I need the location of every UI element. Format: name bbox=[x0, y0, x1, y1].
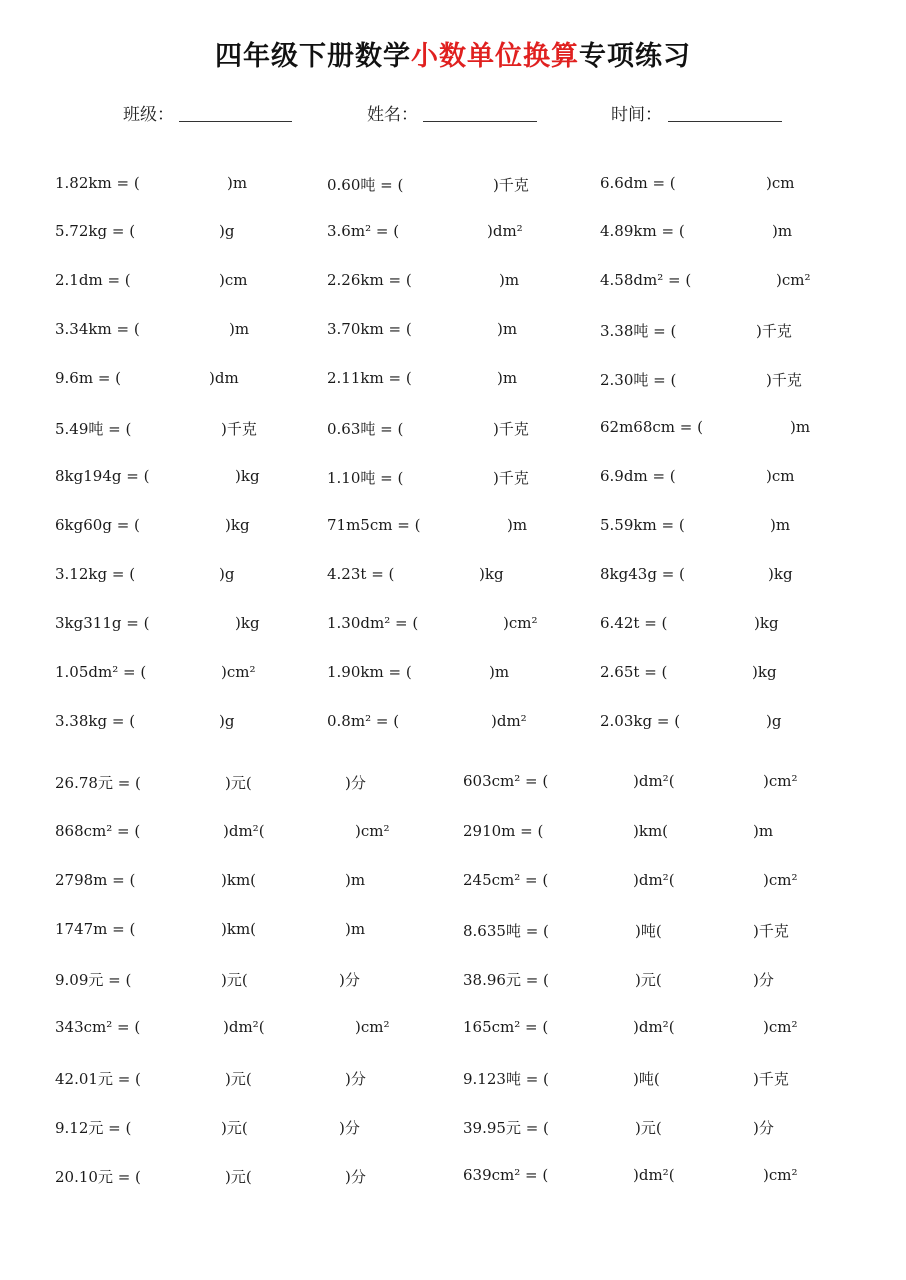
question-text: 639cm² = ( bbox=[463, 1166, 549, 1184]
question-text: 2910m = ( bbox=[463, 822, 544, 840]
exercise-item bbox=[55, 768, 445, 798]
question-text: 1.10吨 = ( bbox=[327, 469, 404, 487]
question-text: 2798m = ( bbox=[55, 871, 136, 889]
unit-text: )g bbox=[219, 712, 235, 730]
question-text: 4.89km = ( bbox=[600, 222, 685, 240]
time-input-line[interactable] bbox=[668, 121, 782, 122]
exercise-item bbox=[55, 610, 315, 640]
exercise-item bbox=[327, 561, 587, 591]
unit-text: )cm bbox=[766, 467, 795, 485]
exercise-item bbox=[600, 659, 860, 689]
unit-text: )dm² bbox=[491, 712, 527, 730]
exercise-row bbox=[0, 414, 906, 444]
exercise-item bbox=[55, 818, 445, 848]
unit-text-first: )吨( bbox=[633, 1070, 660, 1088]
exercise-item bbox=[327, 267, 587, 297]
question-text: 4.58dm² = ( bbox=[600, 271, 692, 289]
exercise-row bbox=[0, 1113, 906, 1143]
question-text: 1747m = ( bbox=[55, 920, 136, 938]
question-text: 3.38kg = ( bbox=[55, 712, 136, 730]
exercise-item bbox=[600, 170, 860, 200]
question-text: 42.01元 = ( bbox=[55, 1070, 141, 1088]
exercise-item bbox=[600, 708, 860, 738]
unit-text-first: )吨( bbox=[635, 922, 662, 940]
unit-text: )g bbox=[219, 222, 235, 240]
exercise-row bbox=[0, 561, 906, 591]
answer-blank[interactable] bbox=[417, 565, 487, 585]
question-text: 0.60吨 = ( bbox=[327, 176, 404, 194]
class-field bbox=[123, 98, 293, 128]
answer-blank[interactable] bbox=[145, 614, 215, 634]
exercise-row bbox=[0, 1162, 906, 1192]
exercise-row bbox=[0, 316, 906, 346]
exercise-row bbox=[0, 218, 906, 248]
exercise-item bbox=[55, 218, 315, 248]
question-text: 1.30dm² = ( bbox=[327, 614, 419, 632]
question-text: 38.96元 = ( bbox=[463, 971, 549, 989]
question-text: 5.49吨 = ( bbox=[55, 420, 132, 438]
unit-text-first: )元( bbox=[225, 1168, 252, 1186]
unit-text: )cm bbox=[219, 271, 248, 289]
unit-text: )千克 bbox=[493, 469, 529, 487]
unit-text: )cm² bbox=[221, 663, 256, 681]
question-text: 6kg60g = ( bbox=[55, 516, 140, 534]
question-text: 62m68cm = ( bbox=[600, 418, 703, 436]
unit-text-first: )dm²( bbox=[223, 822, 265, 840]
unit-text-first: )dm²( bbox=[633, 871, 675, 889]
unit-text-first: )km( bbox=[221, 920, 257, 938]
exercise-item bbox=[600, 561, 860, 591]
exercise-item bbox=[600, 414, 860, 444]
unit-text: )dm² bbox=[487, 222, 523, 240]
answer-blank[interactable] bbox=[145, 174, 215, 194]
exercise-item bbox=[600, 267, 860, 297]
exercise-item bbox=[463, 1064, 853, 1094]
exercise-row bbox=[0, 365, 906, 395]
unit-text: )kg bbox=[235, 614, 260, 632]
exercise-item bbox=[55, 867, 445, 897]
unit-text-second: )分 bbox=[345, 774, 366, 792]
answer-blank[interactable] bbox=[690, 663, 760, 683]
exercise-item bbox=[55, 659, 315, 689]
answer-blank[interactable] bbox=[417, 222, 487, 242]
unit-text-first: )dm²( bbox=[223, 1018, 265, 1036]
question-text: 3.38吨 = ( bbox=[600, 322, 677, 340]
exercise-item bbox=[600, 316, 860, 346]
unit-text-first: )元( bbox=[635, 1119, 662, 1137]
exercise-item bbox=[327, 463, 587, 493]
exercise-item bbox=[55, 1162, 445, 1192]
unit-text-second: )分 bbox=[345, 1070, 366, 1088]
question-text: 245cm² = ( bbox=[463, 871, 549, 889]
unit-text: )m bbox=[772, 222, 793, 240]
time-field bbox=[611, 98, 783, 128]
question-text: 2.65t = ( bbox=[600, 663, 668, 681]
answer-blank[interactable] bbox=[145, 418, 215, 438]
answer-blank[interactable] bbox=[145, 712, 215, 732]
answer-blank[interactable] bbox=[417, 174, 487, 194]
answer-blank[interactable] bbox=[690, 712, 760, 732]
unit-text: )kg bbox=[752, 663, 777, 681]
unit-text-first: )元( bbox=[635, 971, 662, 989]
unit-text-first: )元( bbox=[221, 971, 248, 989]
question-text: 0.63吨 = ( bbox=[327, 420, 404, 438]
question-text: 2.30吨 = ( bbox=[600, 371, 677, 389]
unit-text: )m bbox=[227, 174, 248, 192]
answer-blank[interactable] bbox=[690, 467, 760, 487]
exercise-item bbox=[327, 365, 587, 395]
unit-text: )kg bbox=[225, 516, 250, 534]
question-text: 3.6m² = ( bbox=[327, 222, 400, 240]
exercise-row bbox=[0, 768, 906, 798]
question-text: 1.82km = ( bbox=[55, 174, 140, 192]
question-text: 343cm² = ( bbox=[55, 1018, 141, 1036]
exercise-row bbox=[0, 1014, 906, 1044]
answer-blank[interactable] bbox=[690, 222, 760, 242]
answer-blank[interactable] bbox=[145, 271, 215, 291]
unit-text-first: )元( bbox=[225, 774, 252, 792]
answer-blank[interactable] bbox=[145, 222, 215, 242]
answer-blank[interactable] bbox=[417, 320, 487, 340]
unit-text: )g bbox=[766, 712, 782, 730]
exercise-item bbox=[55, 1014, 445, 1044]
question-text: 6.6dm = ( bbox=[600, 174, 676, 192]
exercise-item bbox=[55, 414, 315, 444]
exercise-item bbox=[55, 463, 315, 493]
exercise-row bbox=[0, 267, 906, 297]
unit-text: )dm bbox=[209, 369, 239, 387]
unit-text: )cm bbox=[766, 174, 795, 192]
question-text: 1.05dm² = ( bbox=[55, 663, 147, 681]
answer-blank[interactable] bbox=[417, 369, 487, 389]
exercise-item bbox=[463, 768, 853, 798]
exercise-item bbox=[327, 512, 587, 542]
exercise-item bbox=[463, 916, 853, 946]
exercise-item bbox=[327, 218, 587, 248]
unit-text-first: )元( bbox=[225, 1070, 252, 1088]
unit-text: )千克 bbox=[221, 420, 257, 438]
answer-blank[interactable] bbox=[690, 516, 760, 536]
unit-text-first: )km( bbox=[633, 822, 669, 840]
unit-text: )kg bbox=[235, 467, 260, 485]
question-text: 9.09元 = ( bbox=[55, 971, 132, 989]
class-input-line[interactable] bbox=[179, 121, 292, 122]
unit-text: )m bbox=[499, 271, 520, 289]
question-text: 9.123吨 = ( bbox=[463, 1070, 549, 1088]
unit-text-second: )分 bbox=[345, 1168, 366, 1186]
answer-blank[interactable] bbox=[145, 565, 215, 585]
unit-text: )千克 bbox=[766, 371, 802, 389]
answer-blank[interactable] bbox=[417, 516, 487, 536]
unit-text-second: )m bbox=[345, 920, 366, 938]
answer-blank[interactable] bbox=[417, 712, 487, 732]
question-text: 6.42t = ( bbox=[600, 614, 668, 632]
exercise-item bbox=[55, 965, 445, 995]
question-text: 3.12kg = ( bbox=[55, 565, 136, 583]
unit-text-second: )cm² bbox=[763, 1166, 798, 1184]
question-text: 39.95元 = ( bbox=[463, 1119, 549, 1137]
question-text: 3.70km = ( bbox=[327, 320, 412, 338]
unit-text-second: )分 bbox=[339, 971, 360, 989]
time-label: 时间： bbox=[611, 105, 662, 125]
exercise-item bbox=[327, 414, 587, 444]
exercise-row bbox=[0, 867, 906, 897]
exercise-row bbox=[0, 659, 906, 689]
answer-blank[interactable] bbox=[417, 467, 487, 487]
title-part-1: 四年级下册数学 bbox=[215, 41, 411, 72]
title-highlight: 小数单位换算 bbox=[411, 41, 579, 72]
unit-text: )kg bbox=[754, 614, 779, 632]
exercise-item bbox=[327, 170, 587, 200]
question-text: 0.8m² = ( bbox=[327, 712, 400, 730]
exercise-item bbox=[55, 1113, 445, 1143]
exercise-item bbox=[600, 218, 860, 248]
unit-text: )m bbox=[790, 418, 811, 436]
exercise-item bbox=[463, 1113, 853, 1143]
question-text: 3.34km = ( bbox=[55, 320, 140, 338]
answer-blank[interactable] bbox=[690, 614, 760, 634]
unit-text-second: )cm² bbox=[763, 871, 798, 889]
unit-text-second: )m bbox=[345, 871, 366, 889]
title-part-2: 专项练习 bbox=[579, 41, 691, 72]
exercise-item bbox=[327, 316, 587, 346]
unit-text-second: )千克 bbox=[753, 922, 789, 940]
unit-text-second: )cm² bbox=[763, 1018, 798, 1036]
exercise-item bbox=[600, 365, 860, 395]
exercise-item bbox=[55, 916, 445, 946]
exercise-item bbox=[463, 818, 853, 848]
question-text: 4.23t = ( bbox=[327, 565, 395, 583]
question-text: 2.1dm = ( bbox=[55, 271, 131, 289]
unit-text-second: )分 bbox=[753, 971, 774, 989]
answer-blank[interactable] bbox=[690, 369, 760, 389]
exercise-item bbox=[463, 965, 853, 995]
exercise-item bbox=[463, 867, 853, 897]
exercise-item bbox=[327, 708, 587, 738]
unit-text: )kg bbox=[479, 565, 504, 583]
answer-blank[interactable] bbox=[417, 663, 487, 683]
answer-blank[interactable] bbox=[690, 320, 760, 340]
question-text: 2.03kg = ( bbox=[600, 712, 681, 730]
question-text: 8kg43g = ( bbox=[600, 565, 685, 583]
question-text: 20.10元 = ( bbox=[55, 1168, 141, 1186]
exercise-row bbox=[0, 818, 906, 848]
exercise-row bbox=[0, 512, 906, 542]
name-field bbox=[367, 98, 539, 128]
unit-text: )m bbox=[497, 369, 518, 387]
question-text: 868cm² = ( bbox=[55, 822, 141, 840]
answer-blank[interactable] bbox=[417, 271, 487, 291]
unit-text: )m bbox=[489, 663, 510, 681]
unit-text: )千克 bbox=[493, 420, 529, 438]
answer-blank[interactable] bbox=[690, 565, 760, 585]
answer-blank[interactable] bbox=[145, 467, 215, 487]
exercise-item bbox=[600, 610, 860, 640]
question-text: 165cm² = ( bbox=[463, 1018, 549, 1036]
exercise-item bbox=[55, 316, 315, 346]
answer-blank[interactable] bbox=[145, 516, 215, 536]
question-text: 5.59km = ( bbox=[600, 516, 685, 534]
question-text: 2.26km = ( bbox=[327, 271, 412, 289]
exercise-row bbox=[0, 463, 906, 493]
answer-blank[interactable] bbox=[690, 418, 760, 438]
unit-text-first: )dm²( bbox=[633, 772, 675, 790]
unit-text: )千克 bbox=[493, 176, 529, 194]
unit-text-second: )分 bbox=[339, 1119, 360, 1137]
unit-text: )m bbox=[229, 320, 250, 338]
unit-text-first: )元( bbox=[221, 1119, 248, 1137]
name-label: 姓名： bbox=[367, 105, 418, 125]
unit-text-second: )m bbox=[753, 822, 774, 840]
answer-blank[interactable] bbox=[417, 418, 487, 438]
question-text: 2.11km = ( bbox=[327, 369, 412, 387]
unit-text-second: )分 bbox=[753, 1119, 774, 1137]
unit-text-second: )千克 bbox=[753, 1070, 789, 1088]
page-title bbox=[0, 34, 906, 73]
exercise-row bbox=[0, 708, 906, 738]
answer-blank[interactable] bbox=[690, 174, 760, 194]
unit-text: )m bbox=[507, 516, 528, 534]
exercise-item bbox=[55, 708, 315, 738]
unit-text: )m bbox=[497, 320, 518, 338]
answer-blank[interactable] bbox=[417, 614, 487, 634]
exercise-row bbox=[0, 610, 906, 640]
question-text: 3kg311g = ( bbox=[55, 614, 150, 632]
exercise-item bbox=[327, 610, 587, 640]
exercise-item bbox=[600, 512, 860, 542]
answer-blank[interactable] bbox=[690, 271, 760, 291]
unit-text: )g bbox=[219, 565, 235, 583]
exercise-item bbox=[55, 267, 315, 297]
unit-text-second: )cm² bbox=[355, 1018, 390, 1036]
exercise-item bbox=[55, 365, 315, 395]
exercise-item bbox=[55, 561, 315, 591]
question-text: 9.12元 = ( bbox=[55, 1119, 132, 1137]
unit-text: )cm² bbox=[503, 614, 538, 632]
question-text: 5.72kg = ( bbox=[55, 222, 136, 240]
exercise-row bbox=[0, 916, 906, 946]
question-text: 603cm² = ( bbox=[463, 772, 549, 790]
unit-text: )m bbox=[770, 516, 791, 534]
exercise-row bbox=[0, 1064, 906, 1094]
name-input-line[interactable] bbox=[423, 121, 537, 122]
unit-text-first: )dm²( bbox=[633, 1166, 675, 1184]
question-text: 9.6m = ( bbox=[55, 369, 122, 387]
answer-blank[interactable] bbox=[145, 320, 215, 340]
unit-text: )kg bbox=[768, 565, 793, 583]
exercise-item bbox=[600, 463, 860, 493]
unit-text: )cm² bbox=[776, 271, 811, 289]
question-text: 26.78元 = ( bbox=[55, 774, 141, 792]
answer-blank[interactable] bbox=[145, 369, 215, 389]
class-label: 班级： bbox=[123, 105, 174, 125]
exercise-item bbox=[55, 512, 315, 542]
question-text: 71m5cm = ( bbox=[327, 516, 421, 534]
exercise-row bbox=[0, 965, 906, 995]
unit-text-first: )km( bbox=[221, 871, 257, 889]
question-text: 8.635吨 = ( bbox=[463, 922, 549, 940]
exercise-item bbox=[463, 1162, 853, 1192]
question-text: 1.90km = ( bbox=[327, 663, 412, 681]
exercise-item bbox=[55, 170, 315, 200]
exercise-row bbox=[0, 170, 906, 200]
answer-blank[interactable] bbox=[145, 663, 215, 683]
question-text: 6.9dm = ( bbox=[600, 467, 676, 485]
question-text: 8kg194g = ( bbox=[55, 467, 150, 485]
exercise-item bbox=[55, 1064, 445, 1094]
unit-text-second: )cm² bbox=[763, 772, 798, 790]
unit-text-second: )cm² bbox=[355, 822, 390, 840]
unit-text-first: )dm²( bbox=[633, 1018, 675, 1036]
unit-text: )千克 bbox=[756, 322, 792, 340]
exercise-item bbox=[327, 659, 587, 689]
exercise-item bbox=[463, 1014, 853, 1044]
